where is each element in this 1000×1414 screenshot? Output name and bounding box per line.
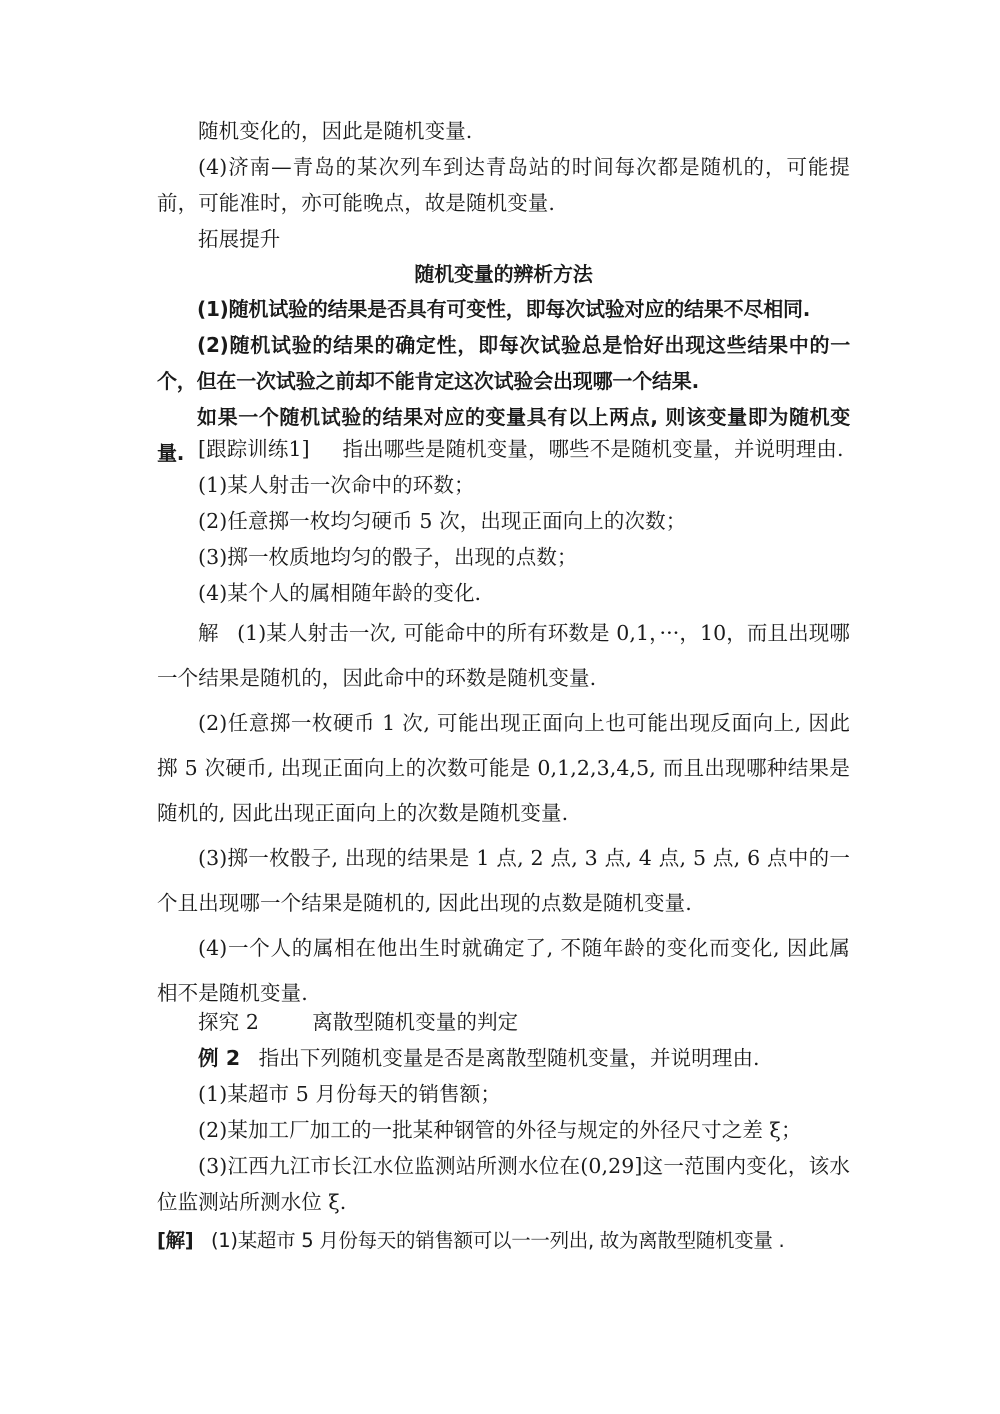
solution1-part-3: [157, 836, 850, 926]
solution1-part-2: [157, 701, 850, 836]
continuation-line: 随机变化的，因此是随机变量.: [198, 119, 473, 143]
solution2-part-1: [157, 1223, 850, 1259]
tracking-item-4-text: (4)某个人的属相随年龄的变化.: [198, 581, 482, 605]
example-2-item-1-text: (1)某超市 5 月份每天的销售额；: [198, 1082, 501, 1106]
tracking-item-4: [157, 575, 850, 611]
tracking-item-2-text: (2)任意掷一枚均匀硬币 5 次，出现正面向上的次数；: [198, 509, 687, 533]
extension-item-1-text: (1)随机试验的结果是否具有可变性，即每次试验对应的结果不尽相同.: [197, 297, 811, 321]
solution1-part-1: [157, 611, 850, 701]
extension-label-text: 拓展提升: [198, 227, 281, 251]
paragraph-continuation: [157, 113, 850, 149]
explore-2-title: 离散型随机变量的判定: [312, 1010, 519, 1034]
tracking-exercise-tag: [跟踪训练1]: [198, 437, 310, 461]
solution2-tag: [解]: [157, 1229, 194, 1252]
tracking-item-3: [157, 539, 850, 575]
extension-label: [157, 221, 850, 257]
explore-2-label: 探究 2: [198, 1010, 259, 1034]
explore-2-header: [157, 1004, 850, 1040]
tracking-item-1-text: (1)某人射击一次命中的环数；: [198, 473, 475, 497]
solution1-part-3-text: (3)掷一枚骰子, 出现的结果是 1 点, 2 点, 3 点, 4 点, 5 点, 6 点中的一个且出现哪一个结果是随机的, 因此出现的点数是随机变量.: [157, 846, 850, 915]
extension-item-1: [157, 291, 850, 327]
example-2-item-1: [157, 1076, 850, 1112]
extension-conclusion-text: 如果一个随机试验的结果对应的变量具有以上两点, 则该变量即为随机变量.: [157, 405, 850, 465]
example-2-item-2-text: (2)某加工厂加工的一批某种钢管的外径与规定的外径尺寸之差 ξ；: [198, 1118, 802, 1142]
example-2-item-3-text: (3)江西九江市长江水位监测站所测水位在(0,29]这一范围内变化，该水位监测站所测水位 ξ.: [157, 1154, 850, 1214]
tracking-item-1: [157, 467, 850, 503]
example-2-header: [157, 1040, 850, 1076]
tracking-item-3-text: (3)掷一枚质地均匀的骰子，出现的点数；: [198, 545, 578, 569]
solution1-part-1-text: (1)某人射击一次, 可能命中的所有环数是 0,1，···，10，而且出现哪一个结果是随机的，因此命中的环数是随机变量.: [157, 621, 850, 690]
tracking-exercise-header: [157, 431, 850, 467]
item-4-train-text: (4)济南—青岛的某次列车到达青岛站的时间每次都是随机的，可能提前，可能准时，亦可能晚点，故是随机变量.: [157, 155, 850, 215]
example-2-tag: 例 2: [198, 1046, 241, 1070]
solution1-part-4-text: (4)一个人的属相在他出生时就确定了, 不随年龄的变化而变化, 因此属相不是随机变量.: [157, 936, 850, 1005]
tracking-exercise-prompt: 指出哪些是随机变量，哪些不是随机变量，并说明理由.: [342, 437, 844, 461]
example-2-prompt: 指出下列随机变量是否是离散型随机变量，并说明理由.: [258, 1046, 760, 1070]
extension-title-text: 随机变量的辨析方法: [414, 262, 593, 286]
solution1-tag: 解: [198, 621, 219, 645]
example-2-item-2: [157, 1112, 850, 1148]
paragraph-item-4-train: [157, 149, 850, 221]
example-2-item-3: [157, 1148, 850, 1220]
extension-item-2: [157, 327, 850, 399]
document-page: [157, 0, 850, 1414]
extension-item-2-text: (2)随机试验的结果的确定性，即每次试验总是恰好出现这些结果中的一个，但在一次试验之前却不能肯定这次试验会出现哪一个结果.: [157, 333, 850, 393]
tracking-item-2: [157, 503, 850, 539]
solution2-part-1-text: (1)某超市 5 月份每天的销售额可以一一列出, 故为离散型随机变量 .: [210, 1229, 785, 1252]
solution1-part-4: [157, 926, 850, 1016]
extension-box-title: [157, 256, 850, 292]
solution1-part-2-text: (2)任意掷一枚硬币 1 次, 可能出现正面向上也可能出现反面向上, 因此掷 5 次硬币, 出现正面向上的次数可能是 0,1,2,3,4,5, 而且出现哪种结果是随机的, 因此出现正面向上的次数是随机变量.: [157, 711, 850, 825]
